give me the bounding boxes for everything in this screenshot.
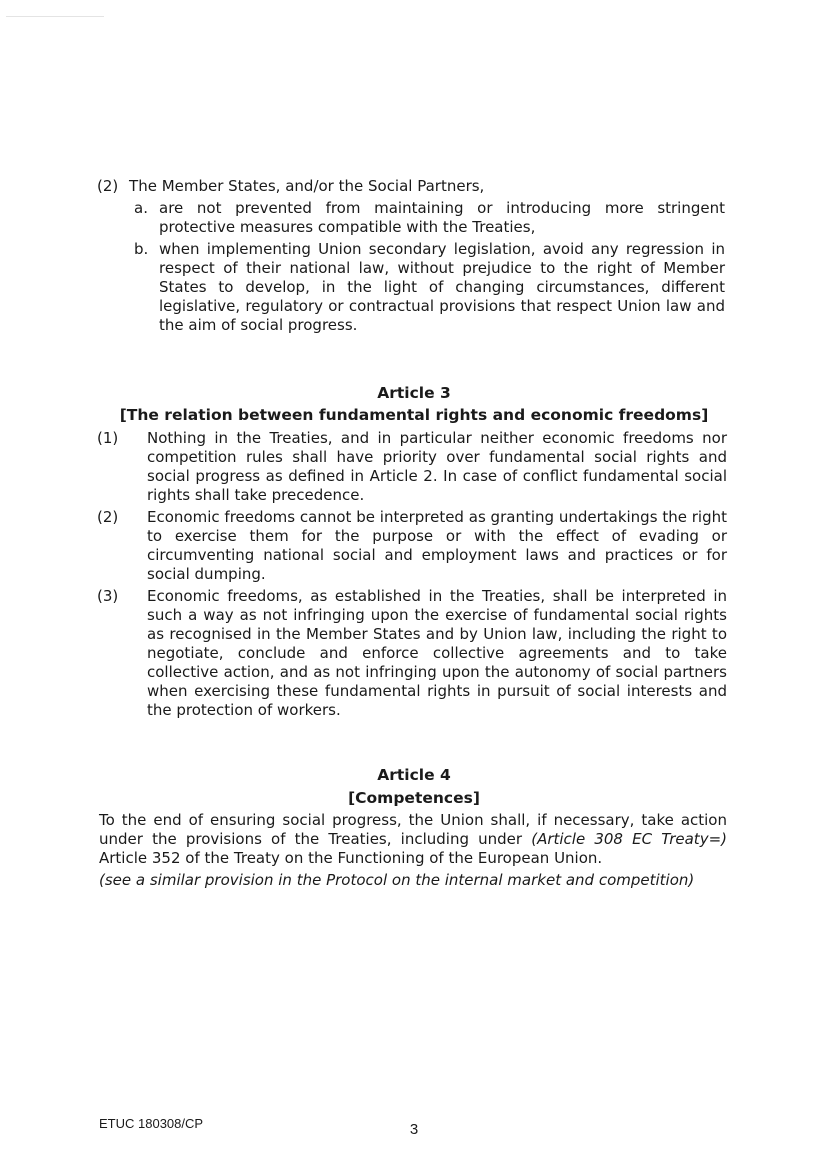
article-4-body	[99, 811, 727, 868]
article-3-heading: Article 3	[377, 384, 451, 402]
article-3-paragraphs	[97, 429, 727, 720]
section-2-lead: The Member States, and/or the Social Partners,	[129, 177, 485, 195]
item-a-text: are not prevented from maintaining or introducing more stringent protective measures compatible with the Treaties,	[159, 199, 725, 236]
article-3-subheading: [The relation between fundamental rights and economic freedoms]	[119, 406, 709, 424]
item-b-text: when implementing Union secondary legislation, avoid any regression in respect of their national law, without prejudice to the right of Member States to develop, in the light of changing circumstances, different legislative, regulatory or contractual provisions that respect Union law and the aim of social progress.	[159, 240, 725, 334]
section-2-item-b	[97, 240, 727, 335]
article-3-paragraph-1	[97, 429, 727, 505]
paragraph-3-text: Economic freedoms, as established in the Treaties, shall be interpreted in such a way as not infringing upon the exercise of fundamental social rights as recognised in the Member States and by Union law, including the right to negotiate, conclude and enforce collective agreements and to take collective action, and as not infringing upon the autonomy of social partners when exercising these fundamental rights in pursuit of social interests and the protection of workers.	[147, 587, 727, 719]
paragraph-1-text: Nothing in the Treaties, and in particular neither economic freedoms nor competition rules shall have priority over fundamental social rights and social progress as defined in Article 2. In case of conflict fundamental social rights shall take precedence.	[147, 429, 727, 504]
top-rule	[6, 16, 104, 17]
article-4-note: (see a similar provision in the Protocol on the internal market and competition)	[99, 871, 695, 889]
article-4-subheading: [Competences]	[348, 789, 480, 807]
item-b-letter: b.	[134, 240, 149, 258]
paragraph-2-number: (2)	[97, 508, 119, 526]
article-3-paragraph-3	[97, 587, 727, 720]
article-4-body-end: Article 352 of the Treaty on the Functioning of the European Union.	[99, 849, 603, 867]
paragraph-1-number: (1)	[97, 429, 119, 447]
section-2	[97, 177, 727, 335]
page-number: 3	[409, 1121, 419, 1138]
paragraph-2-text: Economic freedoms cannot be interpreted as granting undertakings the right to exercise them for the purpose or with the effect of evading or circumventing national social and employment laws and practices or for social dumping.	[147, 508, 727, 583]
section-2-lead-row	[97, 177, 727, 196]
section-2-item-a	[97, 199, 727, 237]
article-4-body-italic: (Article 308 EC Treaty=)	[531, 830, 727, 848]
article-4-heading: Article 4	[377, 766, 451, 784]
article-4-body-start: To the end of ensuring social progress, the Union shall, if necessary, take action under the provisions of the Treaties, including under	[99, 811, 727, 848]
item-a-letter: a.	[134, 199, 148, 217]
section-2-number: (2)	[97, 177, 119, 195]
article-3-paragraph-2	[97, 508, 727, 584]
footer-reference: ETUC 180308/CP	[99, 1116, 204, 1131]
paragraph-3-number: (3)	[97, 587, 119, 605]
